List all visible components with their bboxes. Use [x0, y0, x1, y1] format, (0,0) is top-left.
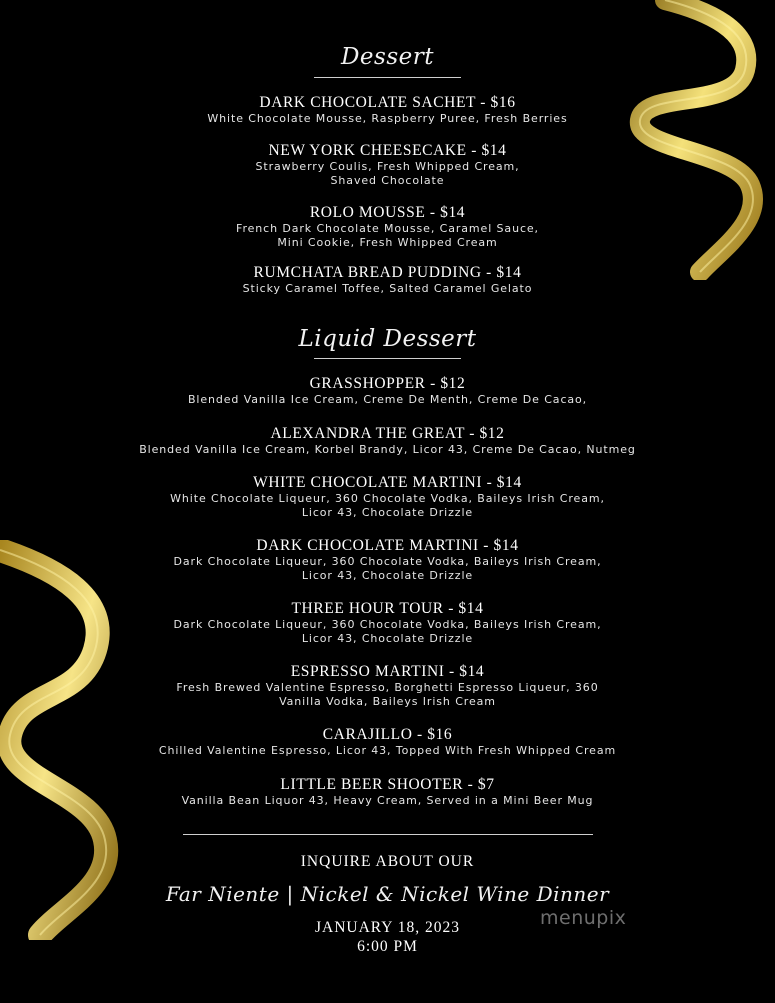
menupix-watermark: menupix [540, 907, 627, 929]
menu-item [0, 425, 775, 457]
item-name: CARAJILLO - $16 [322, 726, 453, 743]
item-name: DARK CHOCOLATE SACHET - $16 [259, 94, 516, 111]
menu-item [0, 600, 775, 645]
wine-dinner-title: Far Niente | Nickel & Nickel Wine Dinner [165, 882, 610, 906]
event-date: JANUARY 18, 2023 [314, 919, 461, 936]
item-description: Dark Chocolate Liqueur, 360 Chocolate Vodka, Baileys Irish Cream, [173, 618, 602, 631]
item-description: Licor 43, Chocolate Drizzle [301, 568, 474, 582]
item-description: Sticky Caramel Toffee, Salted Caramel Gelato [242, 282, 533, 295]
menu-item [0, 726, 775, 758]
item-description: Blended Vanilla Ice Cream, Creme De Menth, Creme De Cacao, [187, 393, 588, 406]
item-description: Chilled Valentine Espresso, Licor 43, Topped With Fresh Whipped Cream [158, 744, 617, 757]
item-description: White Chocolate Liqueur, 360 Chocolate Vodka, Baileys Irish Cream, [170, 492, 605, 505]
item-name: LITTLE BEER SHOOTER - $7 [280, 776, 495, 793]
menu-item [0, 142, 775, 187]
item-description: Vanilla Bean Liquor 43, Heavy Cream, Served in a Mini Beer Mug [181, 794, 594, 807]
footer-divider [183, 834, 593, 835]
item-description: Strawberry Coulis, Fresh Whipped Cream, [255, 160, 520, 173]
item-name: RUMCHATA BREAD PUDDING - $14 [253, 264, 522, 281]
item-name: ROLO MOUSSE - $14 [309, 204, 466, 221]
item-description: Licor 43, Chocolate Drizzle [301, 631, 474, 645]
item-description: White Chocolate Mousse, Raspberry Puree, Fresh Berries [207, 112, 568, 125]
item-name: NEW YORK CHEESECAKE - $14 [268, 142, 507, 159]
item-description: Dark Chocolate Liqueur, 360 Chocolate Vodka, Baileys Irish Cream, [173, 555, 602, 568]
inquire-heading: INQUIRE ABOUT OUR [300, 853, 475, 870]
item-name: WHITE CHOCOLATE MARTINI - $14 [253, 474, 522, 491]
dessert-title-underline [314, 77, 461, 78]
item-description: Blended Vanilla Ice Cream, Korbel Brandy, Licor 43, Creme De Cacao, Nutmeg [139, 443, 636, 456]
menu-item [0, 537, 775, 582]
dessert-section-title: Dessert [340, 44, 434, 70]
menu-item [0, 776, 775, 808]
item-description: Mini Cookie, Fresh Whipped Cream [277, 235, 498, 249]
menu-item [0, 474, 775, 519]
menu-item [0, 94, 775, 126]
item-description: Licor 43, Chocolate Drizzle [301, 505, 474, 519]
item-name: THREE HOUR TOUR - $14 [291, 600, 484, 617]
item-name: GRASSHOPPER - $12 [309, 375, 466, 392]
item-description: Fresh Brewed Valentine Espresso, Borghetti Espresso Liqueur, 360 [176, 681, 599, 694]
item-description: Vanilla Vodka, Baileys Irish Cream [279, 694, 496, 708]
event-time: 6:00 PM [357, 938, 418, 955]
liquid-dessert-title-underline [314, 358, 461, 359]
item-description: Shaved Chocolate [330, 173, 445, 187]
item-name: DARK CHOCOLATE MARTINI - $14 [256, 537, 519, 554]
menu-item [0, 264, 775, 296]
liquid-dessert-section-title: Liquid Dessert [298, 326, 477, 352]
item-description: French Dark Chocolate Mousse, Caramel Sauce, [236, 222, 539, 235]
item-name: ESPRESSO MARTINI - $14 [290, 663, 485, 680]
item-name: ALEXANDRA THE GREAT - $12 [270, 425, 505, 442]
menu-item [0, 204, 775, 249]
menu-item [0, 375, 775, 407]
menu-item [0, 663, 775, 708]
